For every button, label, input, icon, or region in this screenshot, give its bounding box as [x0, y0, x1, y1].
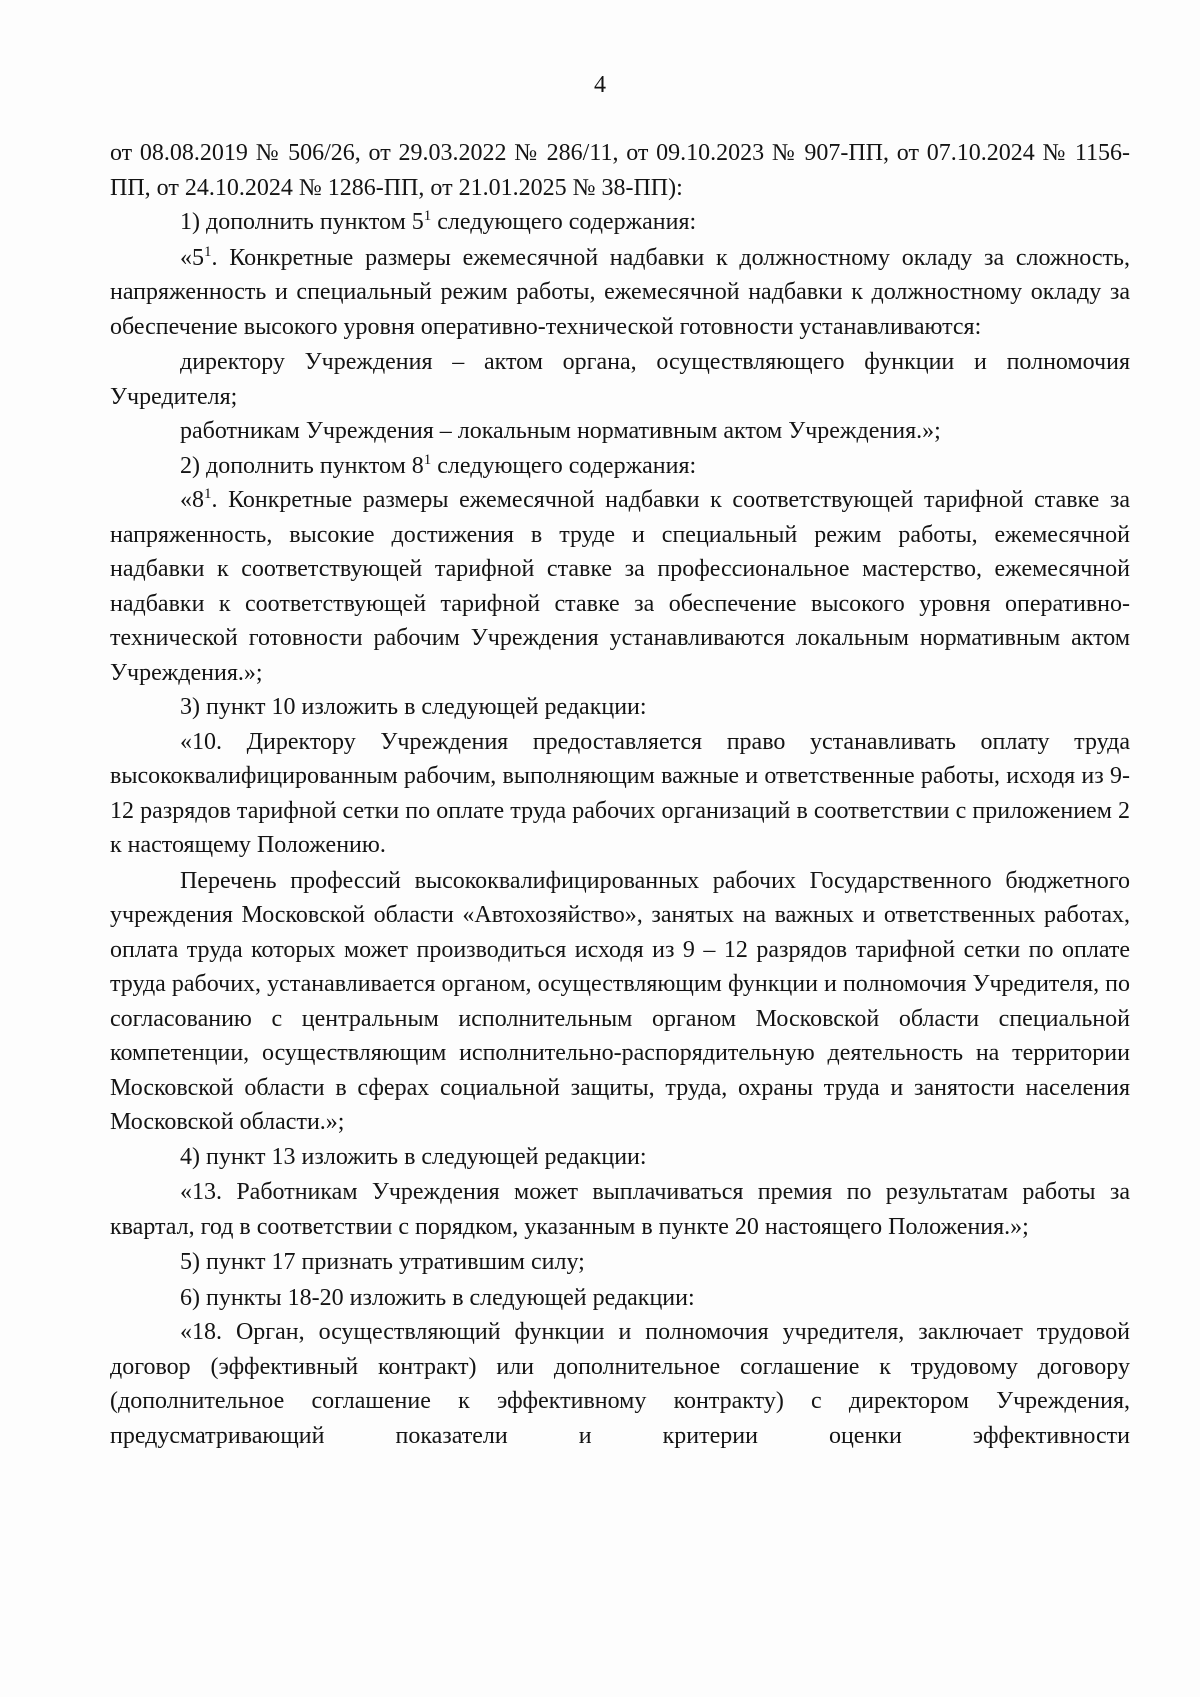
paragraph-clause-18: «18. Орган, осуществляющий функции и полномочия учредителя, заключает трудовой договор (эффективный контракт) или дополнительное соглашение к трудовому договору (дополнительное соглашение к эффективному контракту) с директором Учреждения, предусматривающий показатели и критерии оценки эффективности: [110, 1319, 1130, 1449]
paragraph-intro: от 08.08.2019 № 506/26, от 29.03.2022 № 286/11, от 09.10.2023 № 907-ПП, от 07.10.2024 № 1156-ПП, от 24.10.2024 № 1286-ПП, от 21.01.2025 № 38-ПП):: [110, 140, 1130, 201]
paragraph-clause-13: «13. Работникам Учреждения может выплачиваться премия по результатам работы за квартал, год в соответствии с порядком, указанным в пункте 20 настоящего Положения.»;: [110, 1179, 1130, 1240]
superscript: 1: [423, 451, 432, 468]
paragraph-professions-list: Перечень профессий высококвалифицированных рабочих Государственного бюджетного учреждения Московской области «Автохозяйство», занятых на важных и ответственных работах, оплата труда которых может производиться исходя из 9 – 12 разрядов тарифной сетки по оплате труда рабочих, устанавливается органом, осуществляющим функции и полномочия Учредителя, по согласованию с центральным исполнительным органом Московской области специальной компетенции, осуществляющим исполнительно-распорядительную деятельность на территории Московской области в сферах социальной защиты, труда, охраны труда и занятости населения Московской области.»;: [110, 867, 1130, 1135]
paragraph-text: . Конкретные размеры ежемесячной надбавки к должностному окладу за сложность, напряженность и специальный режим работы, ежемесячной надбавки к должностному окладу за обеспечение высокого уровня оперативно-технической готовности устанавливаются:: [110, 244, 1130, 340]
superscript: 1: [204, 486, 212, 502]
paragraph-item-1: [110, 205, 1130, 240]
page-number: 4: [594, 72, 606, 98]
document-body: [110, 136, 1130, 1453]
superscript: 1: [204, 243, 212, 260]
paragraph-item-5: 5) пункт 17 признать утратившим силу;: [180, 1249, 585, 1275]
paragraph-director: директору Учреждения – актом органа, осуществляющего функции и полномочия Учредителя;: [110, 349, 1130, 410]
paragraph-clause-10: «10. Директору Учреждения предоставляется право устанавливать оплату труда высококвалифицированным рабочим, выполняющим важные и ответственные работы, исходя из 9-12 разрядов тарифной сетки по оплате труда рабочих организаций в соответствии с приложением 2 к настоящему Положению.: [110, 728, 1130, 858]
paragraph-item-4: 4) пункт 13 изложить в следующей редакции:: [180, 1143, 647, 1170]
superscript: 1: [423, 208, 432, 224]
paragraph-text: 1) дополнить пунктом 5: [180, 209, 424, 235]
paragraph-text: . Конкретные размеры ежемесячной надбавки к соответствующей тарифной ставке за напряженность, высокие достижения в труде и специальный режим работы, ежемесячной надбавки к соответствующей тарифной ставке за профессиональное мастерство, ежемесячной надбавки к соответствующей тарифной ставке за обеспечение высокого уровня оперативно-технической готовности рабочим Учреждения устанавливаются локальным нормативным актом Учреждения.»;: [110, 487, 1130, 686]
paragraph-text: следующего содержания:: [431, 452, 697, 479]
paragraph-clause-5-1: [110, 241, 1130, 345]
paragraph-text: следующего содержания:: [431, 209, 697, 235]
paragraph-text: 2) дополнить пунктом 8: [180, 452, 424, 479]
paragraph-item-3: 3) пункт 10 изложить в следующей редакции:: [180, 694, 647, 720]
paragraph-clause-8-1: [110, 483, 1130, 690]
paragraph-employees: работникам Учреждения – локальным нормативным актом Учреждения.»;: [180, 418, 941, 444]
paragraph-text: «8: [180, 487, 204, 513]
paragraph-item-2: [110, 449, 1130, 484]
paragraph-text: «5: [180, 244, 204, 271]
paragraph-item-6: 6) пункты 18-20 изложить в следующей редакции:: [180, 1284, 695, 1311]
